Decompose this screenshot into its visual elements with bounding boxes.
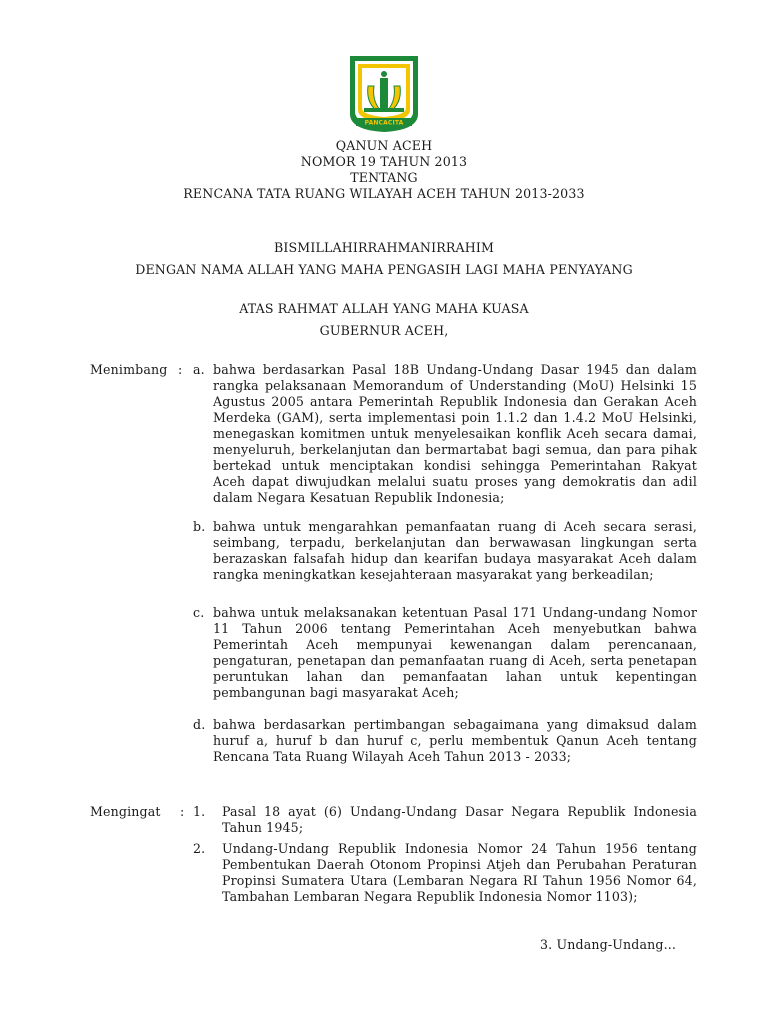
mengingat-marker-2: 2. <box>193 841 206 856</box>
grace-block <box>0 301 768 339</box>
menimbang-marker-d: d. <box>193 717 206 732</box>
basmalah: BISMILLAHIRRAHMANIRRAHIM <box>273 240 495 255</box>
title-line-3: TENTANG <box>350 170 418 185</box>
basmalah-block <box>0 240 768 256</box>
menimbang-marker-a: a. <box>193 362 205 377</box>
invocation: DENGAN NAMA ALLAH YANG MAHA PENGASIH LAGI MAHA PENYAYANG <box>135 262 633 277</box>
mengingat-label: Mengingat <box>90 804 161 819</box>
title-block <box>0 138 768 202</box>
menimbang-marker-b: b. <box>193 519 206 534</box>
menimbang-label: Menimbang <box>90 362 168 377</box>
menimbang-colon: : <box>178 362 183 377</box>
grace-line-1: ATAS RAHMAT ALLAH YANG MAHA KUASA <box>239 301 529 316</box>
mengingat-item-1: Pasal 18 ayat (6) Undang-Undang Dasar Negara Republik Indonesia Tahun 1945; <box>222 804 697 835</box>
continuation-note: 3. Undang-Undang... <box>540 937 677 952</box>
invocation-block <box>0 262 768 278</box>
menimbang-item-a: bahwa berdasarkan Pasal 18B Undang-Undang Dasar 1945 dan dalam rangka pelaksanaan Memorandum of Understanding (MoU) Helsinki 15 Agustus 2005 antara Pemerintah Republik Indonesia dan Gerakan Aceh Merdeka (GAM), serta implementasi poin 1.1.2 dan 1.4.2 MoU Helsinki, menegaskan komitmen untuk menyelesaikan konflik Aceh secara damai, menyeluruh, berkelanjutan dan bermartabat bagi semua, dan para pihak bertekad untuk menciptakan kondisi sehingga Pemerintahan Rakyat Aceh dapat diwujudkan melalui suatu proses yang demokratis dan adil dalam Negara Kesatuan Republik Indonesia; <box>213 362 697 505</box>
title-line-4: RENCANA TATA RUANG WILAYAH ACEH TAHUN 2013-2033 <box>183 186 585 201</box>
emblem-label: PANCACITA <box>364 119 404 127</box>
menimbang-item-d: bahwa berdasarkan pertimbangan sebagaimana yang dimaksud dalam huruf a, huruf b dan huruf c, perlu membentuk Qanun Aceh tentang Rencana Tata Ruang Wilayah Aceh Tahun 2013 - 2033; <box>213 717 697 764</box>
title-line-2: NOMOR 19 TAHUN 2013 <box>300 154 468 169</box>
mengingat-item-2: Undang-Undang Republik Indonesia Nomor 24 Tahun 1956 tentang Pembentukan Daerah Otonom Propinsi Atjeh dan Perubahan Peraturan Propinsi Sumatera Utara (Lembaran Negara RI Tahun 1956 Nomor 64, Tambahan Lembaran Negara Republik Indonesia Nomor 1103); <box>222 841 697 904</box>
grace-line-2: GUBERNUR ACEH, <box>319 323 449 338</box>
menimbang-item-b: bahwa untuk mengarahkan pemanfaatan ruang di Aceh secara serasi, seimbang, terpadu, berkelanjutan dan berwawasan lingkungan serta berazaskan falsafah hidup dan kearifan budaya masyarakat Aceh dalam rangka meningkatkan kesejahteraan masyarakat yang berkeadilan; <box>213 519 697 582</box>
aceh-pancacita-emblem <box>346 52 422 134</box>
menimbang-item-c: bahwa untuk melaksanakan ketentuan Pasal 171 Undang-undang Nomor 11 Tahun 2006 tentang Pemerintahan Aceh menyebutkan bahwa Pemerintah Aceh mempunyai kewenangan dalam perencanaan, pengaturan, penetapan dan pemanfaatan ruang di Aceh, serta penetapan peruntukan lahan dan pemanfaatan lahan untuk kepentingan pembangunan bagi masyarakat Aceh; <box>213 605 697 700</box>
menimbang-marker-c: c. <box>193 605 205 620</box>
mengingat-marker-1: 1. <box>193 804 206 819</box>
mengingat-colon: : <box>180 804 185 819</box>
title-line-1: QANUN ACEH <box>335 138 433 153</box>
